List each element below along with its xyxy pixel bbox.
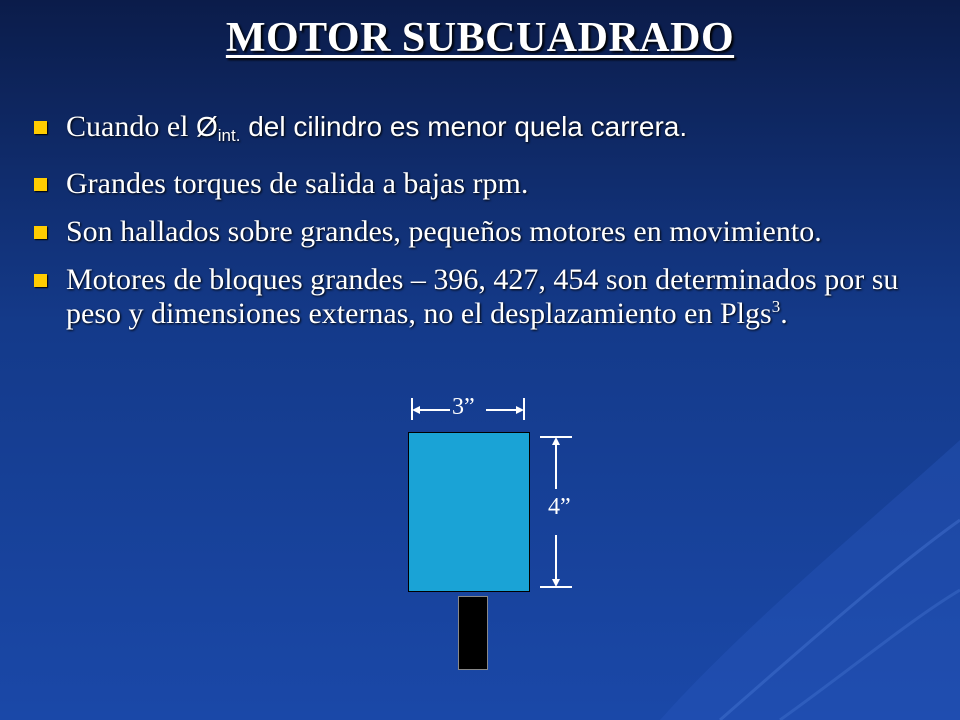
bullet-item-4 [28,263,948,331]
bullet-2-text: Grandes torques de salida a bajas rpm. [66,167,529,200]
crankshaft-rod [458,596,488,670]
bullet-item-2 [28,167,948,201]
width-dimension-label: 3” [452,394,475,420]
bullet-item-1 [28,110,948,153]
bullet-square-icon [34,121,47,134]
bullet-3-text: Son hallados sobre grandes, pequeños motores en movimiento. [66,215,822,248]
slide-title: MOTOR SUBCUADRADO [225,15,735,61]
bullet-1-symbol: $Ø_{int.}$ del cilindro es menor quela carrera. [195,111,688,145]
height-dimension-label: 4” [548,494,571,520]
bullet-1-subscript: int. [217,126,241,145]
bullet-4-text: Motores de bloques grandes – 396, 427, 454 son determinados por su peso y dimensiones externas, no el desplazamiento en Plgs [66,263,899,330]
bullet-square-icon [34,226,47,239]
bullet-1-pre: Cuando el [66,110,196,143]
bullet-list [28,110,948,345]
bullet-item-3 [28,215,948,249]
bullet-square-icon [34,274,47,287]
bullet-4-superscript: 3 [771,297,781,316]
background-wave-decoration [660,380,960,720]
bullet-4-end: . [780,297,788,330]
bullet-square-icon [34,178,47,191]
bullet-1-post: del cilindro es menor quela carrera. [240,111,688,142]
cylinder-block [408,432,530,592]
